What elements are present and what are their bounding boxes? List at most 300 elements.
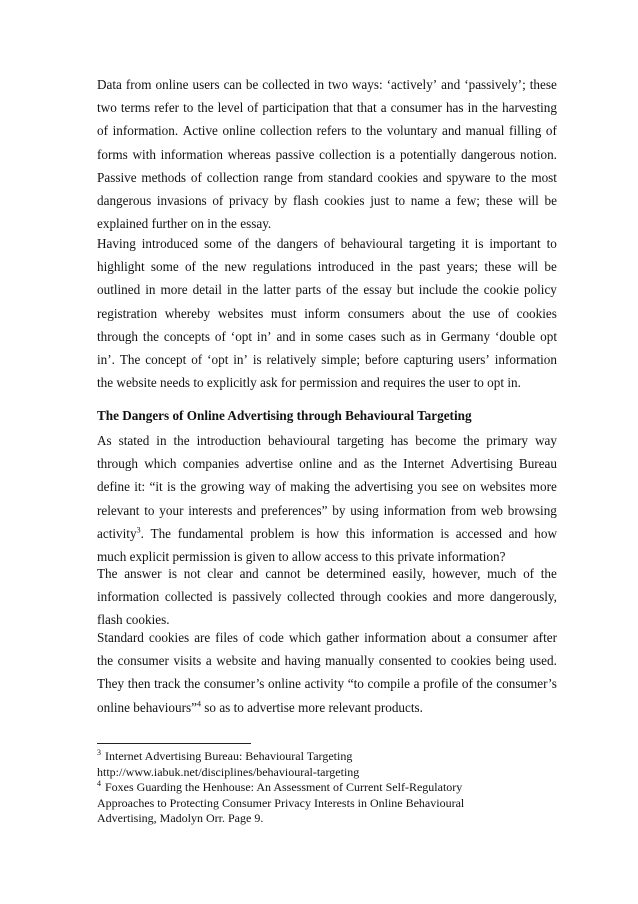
word: notion.	[519, 146, 557, 162]
word: whereas	[227, 146, 271, 162]
word: Internet	[403, 456, 445, 472]
word: permission	[172, 548, 231, 564]
word: files	[215, 630, 239, 645]
word: are	[194, 630, 211, 645]
word: that	[356, 100, 377, 116]
word: of	[545, 123, 557, 139]
word: two	[97, 100, 117, 116]
word: flash	[97, 612, 123, 628]
word: of	[243, 630, 255, 645]
text-line	[97, 475, 557, 498]
word: the	[197, 100, 214, 116]
word: has	[445, 100, 464, 116]
word: be	[307, 566, 320, 581]
word: online	[222, 123, 256, 139]
word: as	[363, 456, 375, 472]
word: to	[193, 375, 204, 391]
word: and	[237, 502, 257, 518]
word: is	[375, 146, 385, 162]
word: of	[247, 100, 259, 116]
word: information?	[437, 548, 506, 564]
word: track	[154, 676, 181, 692]
word: in	[380, 259, 391, 275]
word: consumer	[390, 100, 442, 116]
word: the	[220, 216, 237, 232]
word: explicit	[129, 548, 170, 564]
word: consented	[378, 653, 432, 669]
word: the	[97, 653, 114, 669]
word: and	[360, 375, 380, 391]
footnote-separator	[97, 743, 251, 744]
word: on	[190, 216, 204, 232]
word: level	[217, 100, 244, 116]
word: collected	[287, 589, 335, 605]
word: consumer’s	[496, 676, 557, 692]
word: potentially	[399, 146, 457, 162]
word: some	[204, 236, 232, 251]
word: Advertising	[450, 456, 513, 472]
word: interests	[188, 502, 233, 518]
text-line	[97, 522, 557, 545]
word: introduction	[196, 433, 262, 448]
word: that	[333, 100, 353, 116]
word: the	[184, 676, 201, 692]
text-line	[97, 255, 557, 278]
word: it	[461, 236, 469, 251]
word: website	[116, 375, 157, 391]
word: privacy	[228, 192, 269, 208]
word: consumer	[117, 653, 169, 669]
word: which	[288, 630, 322, 645]
word: consumer’s	[203, 676, 265, 692]
word: in	[226, 282, 238, 298]
word: products.	[374, 699, 423, 715]
section-heading: The Dangers of Online Advertising through Behavioural Targeting	[97, 408, 472, 423]
word: a	[465, 630, 472, 645]
word: determined	[326, 566, 386, 581]
word: these	[485, 192, 513, 208]
word: online	[299, 456, 333, 472]
word: two	[328, 77, 348, 92]
text-line	[97, 672, 557, 695]
word: these	[484, 259, 512, 275]
word: is	[218, 589, 227, 605]
word: a	[413, 676, 420, 692]
word: about	[411, 305, 442, 321]
word: dangerous	[97, 192, 152, 208]
word: is	[168, 566, 178, 581]
footnote-3-url: http://www.iabuk.net/disciplines/behavioural-targeting	[97, 764, 360, 779]
word: highlight	[97, 259, 145, 275]
word: whereby	[164, 305, 211, 321]
word: is	[233, 548, 243, 564]
word: to	[473, 375, 484, 391]
word: to	[546, 236, 557, 251]
word: accessed	[455, 525, 502, 541]
word: explained	[97, 216, 149, 232]
word: passive	[275, 146, 315, 162]
word: activity	[304, 676, 345, 692]
word: of	[323, 236, 335, 251]
word: then	[127, 676, 151, 692]
word: spyware	[446, 169, 491, 185]
word: cookies	[516, 305, 557, 321]
word: regulations	[252, 259, 312, 275]
word: of	[191, 351, 203, 367]
word: web	[481, 502, 504, 518]
text-line	[97, 189, 557, 212]
word: inform	[304, 305, 341, 321]
word: companies	[182, 456, 240, 472]
word: consumer	[476, 630, 528, 645]
text-line	[97, 348, 557, 371]
word: so	[204, 699, 217, 715]
text-line	[97, 96, 557, 119]
word: Active	[182, 123, 218, 139]
word: collected	[164, 589, 213, 605]
footnote-text: Internet Advertising Bureau: Behavioural Targeting	[105, 749, 353, 763]
word: “to	[347, 676, 364, 692]
word: user	[448, 375, 471, 391]
word: concepts	[163, 328, 211, 344]
word: just	[370, 192, 390, 208]
word: problem	[250, 525, 295, 541]
word: will	[517, 259, 539, 275]
text-line	[97, 626, 557, 649]
word: your	[159, 502, 184, 518]
word: invasions	[156, 192, 207, 208]
word: ‘double	[494, 328, 536, 344]
word: it:	[134, 479, 146, 495]
word: primary	[486, 433, 529, 448]
word: use	[472, 305, 491, 321]
text-line	[97, 562, 557, 585]
word: is	[474, 236, 484, 251]
word: easily,	[392, 566, 426, 581]
word: advertise	[247, 699, 295, 715]
word: way	[248, 479, 271, 495]
word: essay	[363, 282, 392, 298]
word: the	[342, 282, 359, 298]
word: and	[422, 169, 442, 185]
word: by	[274, 192, 288, 208]
word: preferences”	[260, 502, 328, 518]
word: cases	[348, 328, 377, 344]
word: how	[316, 525, 340, 541]
word: and	[441, 77, 461, 92]
word: important	[489, 236, 541, 251]
word: and	[239, 566, 259, 581]
word: to	[144, 502, 155, 518]
word: users	[192, 77, 220, 92]
word: new	[224, 259, 247, 275]
word: to	[233, 699, 244, 715]
word: cookies	[377, 169, 418, 185]
word: the	[180, 479, 197, 495]
word: the	[97, 375, 114, 391]
word: the	[366, 123, 383, 139]
word: information.	[112, 123, 179, 139]
word: in	[300, 328, 311, 344]
word: of	[214, 328, 226, 344]
word: advertise	[245, 456, 293, 472]
word: the	[462, 282, 479, 298]
word: manual	[465, 123, 505, 139]
word: these	[529, 77, 557, 92]
word: of	[461, 676, 473, 692]
word: ways:	[351, 77, 383, 92]
word: not	[183, 566, 201, 581]
word: Standard	[97, 630, 144, 645]
word: participation	[262, 100, 329, 116]
word: but	[396, 282, 414, 298]
word: dangerously,	[490, 589, 557, 605]
word: to	[361, 548, 372, 564]
word: relatively	[266, 351, 317, 367]
text-line	[97, 649, 557, 672]
word: capturing	[403, 351, 454, 367]
text-line	[97, 429, 557, 452]
word: The	[97, 566, 118, 581]
footnote-reference: 3	[136, 525, 141, 535]
word: information	[97, 589, 160, 605]
word: and	[261, 653, 281, 669]
word: past	[419, 259, 441, 275]
word: after	[532, 630, 557, 645]
word: in	[313, 77, 325, 92]
word: gather	[326, 630, 360, 645]
word: years;	[446, 259, 479, 275]
paragraph-data-collection	[97, 73, 557, 235]
word: is	[300, 525, 310, 541]
footnote-text: Foxes Guarding the Henhouse: An Assessment of Current Self-Regulatory	[105, 780, 463, 795]
word: see	[441, 479, 459, 495]
word: They	[97, 676, 125, 692]
text-line	[97, 452, 557, 475]
word: has	[390, 433, 409, 448]
word: Bureau	[518, 456, 557, 472]
word: advertising	[354, 479, 414, 495]
word: behavioural	[267, 433, 331, 448]
word: much	[97, 548, 127, 564]
word: of	[190, 169, 202, 185]
word: voluntary	[386, 123, 438, 139]
word: to	[394, 192, 406, 208]
word: online	[97, 699, 130, 715]
word: requires	[383, 375, 426, 391]
word: a	[380, 100, 387, 116]
word: being	[495, 653, 525, 669]
word: the	[540, 566, 557, 581]
word: code	[259, 630, 284, 645]
word: collection	[260, 123, 313, 139]
word: explicitly	[206, 375, 257, 391]
word: through	[340, 589, 382, 605]
word: opt	[540, 328, 557, 344]
word: the	[254, 236, 271, 251]
word: the	[242, 282, 259, 298]
text-line	[97, 499, 557, 522]
word: filling	[509, 123, 542, 139]
word: the	[334, 479, 351, 495]
word: clear	[207, 566, 233, 581]
word: from	[450, 502, 477, 518]
word: however,	[432, 566, 481, 581]
word: become	[415, 433, 457, 448]
word: as	[219, 699, 231, 715]
word: range	[263, 169, 293, 185]
word: activity$^3$.	[97, 525, 144, 541]
word: much	[487, 566, 517, 581]
word: this	[375, 548, 395, 564]
word: stated	[118, 433, 150, 448]
word: the	[142, 328, 160, 344]
word: and	[276, 328, 296, 344]
text-line	[97, 325, 557, 348]
word: passively	[232, 589, 282, 605]
word: further	[151, 216, 188, 232]
word: behavioural	[340, 236, 403, 251]
word: needs	[160, 375, 191, 391]
word: information	[160, 146, 223, 162]
word: cookies	[386, 589, 428, 605]
paragraph-regulations	[97, 232, 557, 394]
word: to	[351, 123, 362, 139]
word: methods	[141, 169, 187, 185]
word: in	[467, 100, 478, 116]
paragraph-introduction-recap	[97, 429, 557, 568]
word: by	[332, 502, 346, 518]
word: relevant	[97, 502, 140, 518]
footnote-4-cont: Approaches to Protecting Consumer Privacy Interests in Online Behavioural	[97, 795, 465, 810]
word: detail	[192, 282, 222, 298]
text-line	[97, 371, 557, 394]
word: using	[350, 502, 379, 518]
text-line	[97, 143, 557, 166]
word: in	[425, 328, 437, 344]
word: As	[97, 433, 112, 448]
word: of	[274, 479, 286, 495]
word: having	[284, 653, 321, 669]
word: how	[534, 525, 557, 541]
word: will	[518, 192, 539, 208]
word: online	[268, 676, 301, 692]
word: such	[380, 328, 406, 344]
word: used.	[529, 653, 557, 669]
footnote-4	[97, 780, 557, 796]
word: manually	[325, 653, 375, 669]
word: in	[156, 433, 167, 448]
word: most	[531, 169, 557, 185]
word: information	[371, 525, 434, 541]
word: private	[397, 548, 435, 564]
word: about	[431, 630, 461, 645]
word: online	[155, 77, 189, 92]
word: and	[338, 456, 358, 472]
word: is	[252, 351, 262, 367]
paragraph-standard-cookies	[97, 626, 557, 719]
word: registration	[97, 305, 158, 321]
word: name	[410, 192, 440, 208]
word: collection	[319, 146, 372, 162]
word: opt	[487, 375, 505, 391]
word: making	[290, 479, 330, 495]
word: in	[207, 216, 218, 232]
word: more	[298, 699, 326, 715]
word: compile	[367, 676, 411, 692]
word: the	[173, 433, 190, 448]
word: of	[237, 236, 249, 251]
word: cookies	[148, 630, 190, 645]
word: for	[280, 375, 297, 391]
word: concept	[145, 351, 187, 367]
word: of	[523, 566, 535, 581]
word: in’	[233, 351, 248, 367]
word: the	[476, 676, 493, 692]
word: some	[150, 259, 179, 275]
word: cookies.	[125, 612, 170, 628]
footnote-3	[97, 749, 557, 765]
word: collection	[206, 169, 259, 185]
word: few;	[456, 192, 480, 208]
word: more	[529, 479, 557, 495]
word: Germany	[441, 328, 491, 344]
word: Having	[97, 236, 136, 251]
word: and	[432, 589, 452, 605]
word: allow	[291, 548, 322, 564]
word: to	[435, 653, 447, 669]
word: “it	[149, 479, 163, 495]
word: cannot	[265, 566, 301, 581]
word: cookie	[483, 282, 519, 298]
text-line	[97, 119, 557, 142]
word: The	[119, 351, 141, 367]
word: terms	[120, 100, 151, 116]
word: a	[389, 146, 396, 162]
word: Data	[97, 77, 122, 92]
word: refers	[316, 123, 347, 139]
word: refer	[154, 100, 180, 116]
word: targeting	[408, 236, 456, 251]
word: of	[97, 123, 108, 139]
word: permission	[299, 375, 358, 391]
word: parts	[295, 282, 322, 298]
word: the	[428, 375, 446, 391]
word: more	[160, 282, 188, 298]
word: the	[396, 259, 413, 275]
text-line	[97, 278, 557, 301]
word: the	[448, 305, 465, 321]
word: and	[441, 123, 462, 139]
word: information	[494, 351, 557, 367]
word: introduced	[317, 259, 374, 275]
word: from	[125, 77, 152, 92]
word: Passive	[97, 169, 137, 185]
word: cookies	[324, 192, 365, 208]
word: can	[223, 77, 242, 92]
word: profile	[423, 676, 459, 692]
footnote-4-cont: Advertising, Madolyn Orr. Page 9.	[97, 811, 264, 826]
text-line	[97, 73, 557, 96]
word: consumers	[347, 305, 405, 321]
word: introduced	[141, 236, 199, 251]
text-line	[97, 302, 557, 325]
word: website	[216, 653, 257, 669]
word: the	[481, 100, 499, 116]
word: through	[97, 328, 139, 344]
word: flash	[292, 192, 319, 208]
word: to	[495, 169, 506, 185]
